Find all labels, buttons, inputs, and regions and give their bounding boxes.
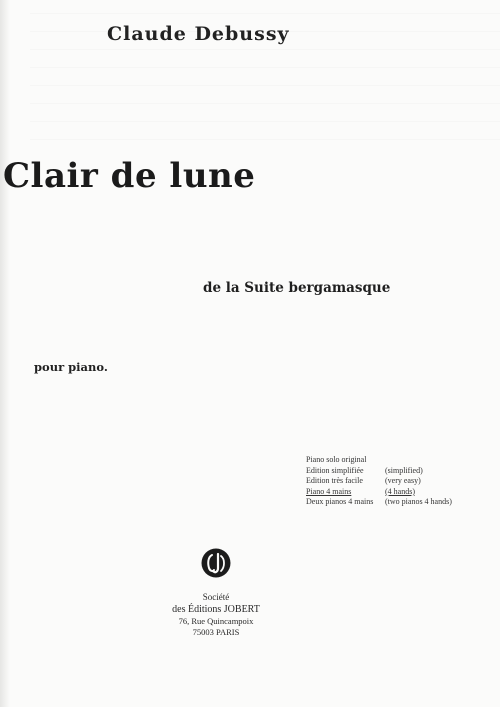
edition-name: Edition simplifiée <box>306 465 364 475</box>
edition-name: Piano 4 mains <box>306 486 352 496</box>
jobert-monogram-icon <box>201 548 231 578</box>
edition-english: (4 hands) <box>385 486 415 496</box>
work-subtitle: de la Suite bergamasque <box>203 280 391 296</box>
paper-bleed-through <box>30 0 500 140</box>
instrumentation: pour piano. <box>34 360 108 374</box>
editions-list <box>306 455 452 508</box>
edition-name: Piano solo original <box>306 455 367 464</box>
edition-row-four-hands <box>306 487 452 498</box>
publisher-block <box>150 592 282 638</box>
edition-english: (very easy) <box>385 476 421 486</box>
edition-english: (two pianos 4 hands) <box>385 497 452 507</box>
edition-name: Deux pianos 4 mains <box>306 497 374 507</box>
edition-english: (simplified) <box>385 465 423 475</box>
publisher-street: 76, Rue Quincampoix <box>178 616 254 626</box>
edition-row-solo <box>306 455 452 466</box>
edition-row-two-pianos <box>306 497 452 508</box>
publisher-city: 75003 PARIS <box>192 627 240 637</box>
work-title: Clair de lune <box>3 156 256 196</box>
publisher-line-societe: Société <box>202 592 230 602</box>
page-edge-shadow <box>0 0 10 707</box>
publisher-name: des Éditions JOBERT <box>172 604 260 615</box>
edition-row-simplified <box>306 466 452 477</box>
edition-row-very-easy <box>306 476 452 487</box>
edition-name: Edition très facile <box>306 476 363 486</box>
composer-name: Claude Debussy <box>107 23 290 45</box>
